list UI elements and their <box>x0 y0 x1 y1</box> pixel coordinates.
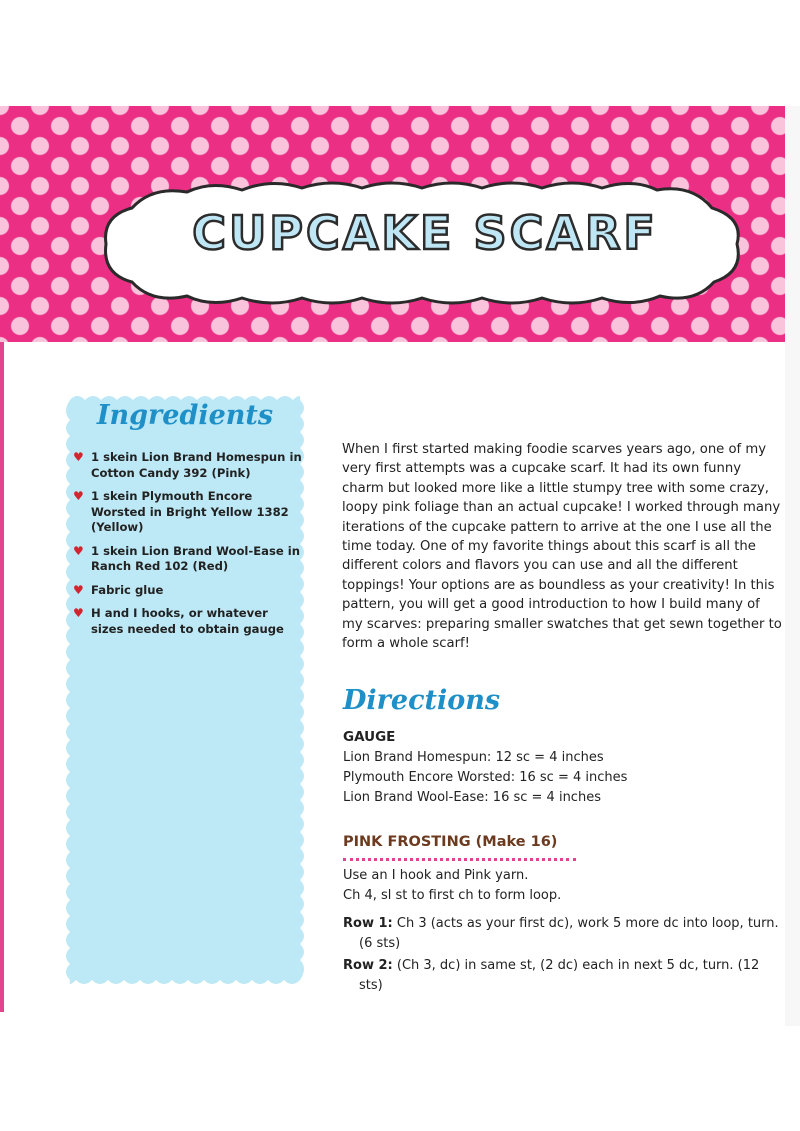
gauge-line: Plymouth Encore Worsted: 16 sc = 4 inches <box>343 770 628 785</box>
list-item: ♥ 1 skein Plymouth Encore Worsted in Bright Yellow 1382 (Yellow) <box>73 489 289 534</box>
setup-line: Use an I hook and Pink yarn. <box>343 868 529 883</box>
dotted-divider <box>343 858 576 861</box>
row-instruction <box>343 956 783 995</box>
setup-line: Ch 4, sl st to first ch to form loop. <box>343 887 562 903</box>
gauge-line: Lion Brand Homespun: 12 sc = 4 inches <box>343 750 604 765</box>
intro-paragraph: When I first started making foodie scarves years ago, one of my very first attempts was a cupcake scarf. It had its own funny charm but looked more like a little stumpy tree with some crazy, loopy pink foliage than an actual cupcake! I worked through many iterations of the cupcake pattern to arrive at the one I use all the time today. One of my favorite things about this scarf is all the different colors and flavors you can use and all the different toppings! Your options are as boundless as your creativity! In this pattern, you will get a good introduction to how I build many of my scarves: preparing smaller swatches that get sewn together to form a whole scarf! <box>342 442 782 652</box>
heart-icon: ♥ <box>73 606 84 620</box>
pink-setup <box>343 866 783 905</box>
row-instruction <box>343 914 783 953</box>
list-item: ♥ 1 skein Lion Brand Wool-Ease in Ranch Red 102 (Red) <box>73 543 300 573</box>
page-title: CUPCAKE SCARF <box>192 206 658 260</box>
left-pink-edge <box>0 342 4 1012</box>
directions-heading: Directions <box>343 685 501 716</box>
gauge-line: Lion Brand Wool-Ease: 16 sc = 4 inches <box>343 790 601 805</box>
row-label: Row 2: <box>343 958 393 973</box>
list-item: ♥ 1 skein Lion Brand Homespun in Cotton Candy 392 (Pink) <box>73 450 302 480</box>
ingredients-list <box>73 450 303 645</box>
page-edge-shade <box>785 106 800 1026</box>
heart-icon: ♥ <box>73 543 84 558</box>
ingredients-heading: Ingredients <box>96 400 274 431</box>
row-instructions <box>343 914 783 998</box>
gauge-heading: GAUGE <box>343 729 396 745</box>
list-item: ♥ H and I hooks, or whatever sizes needed to obtain gauge <box>73 606 284 636</box>
heart-icon: ♥ <box>73 582 84 597</box>
list-item: ♥ Fabric glue <box>73 582 164 597</box>
row-label: Row 1: <box>343 916 393 931</box>
row-text: (Ch 3, dc) in same st, (2 dc) each in next 5 dc, turn. (12 sts) <box>359 958 760 993</box>
gauge-list <box>343 748 783 808</box>
heart-icon: ♥ <box>73 489 84 503</box>
pink-frosting-heading: PINK FROSTING (Make 16) <box>343 834 558 850</box>
heart-icon: ♥ <box>73 450 84 464</box>
row-text: Ch 3 (acts as your first dc), work 5 more dc into loop, turn. (6 sts) <box>359 916 779 951</box>
